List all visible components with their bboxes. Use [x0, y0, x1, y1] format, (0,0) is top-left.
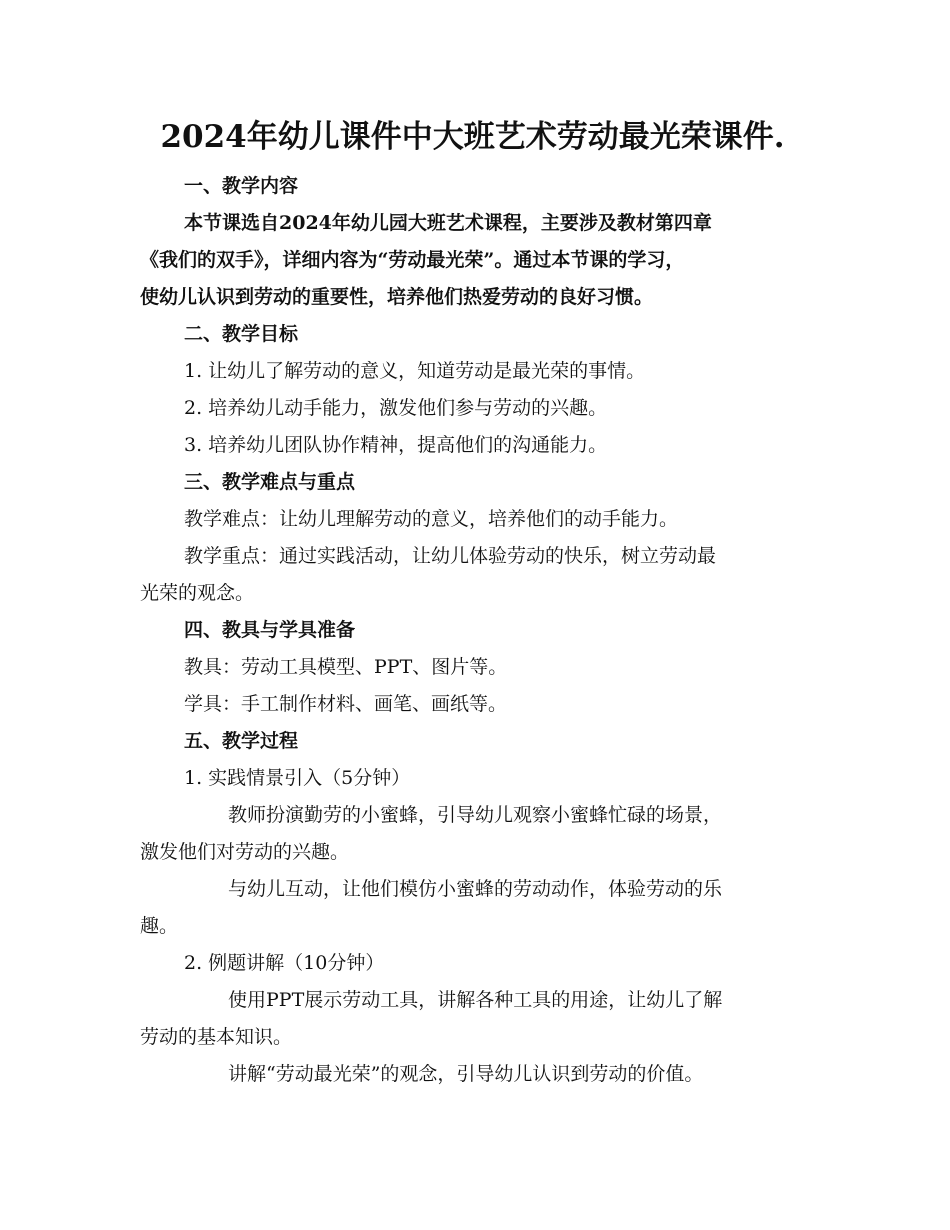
teacher-tools: 教具：劳动工具模型、PPT、图片等。: [184, 656, 508, 678]
intro-line-3: 使幼儿认识到劳动的重要性，培养他们热爱劳动的良好习惯。: [140, 286, 654, 308]
intro-line-1: 本节课选自2024年幼儿园大班艺术课程，主要涉及教材第四章: [184, 212, 712, 234]
teaching-focus-line-2: 光荣的观念。: [140, 582, 255, 604]
goal-item-1: 1. 让幼儿了解劳动的意义，知道劳动是最光荣的事情。: [184, 360, 646, 382]
intro-line-2: 《我们的双手》，详细内容为“劳动最光荣”。通过本节课的学习，: [140, 249, 685, 271]
step-1-title: 1. 实践情景引入（5分钟）: [184, 767, 411, 789]
step-1-paragraph-2-line-2: 趣。: [140, 915, 179, 937]
teaching-difficulty: 教学难点：让幼儿理解劳动的意义，培养他们的动手能力。: [184, 508, 679, 530]
step-1-paragraph-2-line-1: 与幼儿互动，让他们模仿小蜜蜂的劳动动作，体验劳动的乐: [228, 878, 723, 900]
teaching-focus-line-1: 教学重点：通过实践活动，让幼儿体验劳动的快乐，树立劳动最: [184, 545, 717, 567]
student-tools: 学具：手工制作材料、画笔、画纸等。: [184, 693, 508, 715]
step-2-title: 2. 例题讲解（10分钟）: [184, 952, 385, 974]
section-heading-teaching-content: 一、教学内容: [184, 175, 299, 197]
step-2-paragraph-1-line-2: 劳动的基本知识。: [140, 1026, 293, 1048]
step-1-paragraph-1-line-2: 激发他们对劳动的兴趣。: [140, 841, 350, 863]
section-heading-teaching-goals: 二、教学目标: [184, 323, 299, 345]
goal-item-2: 2. 培养幼儿动手能力，激发他们参与劳动的兴趣。: [184, 397, 608, 419]
document-title: 2024年幼儿课件中大班艺术劳动最光荣课件.: [160, 119, 785, 155]
step-1-paragraph-1-line-1: 教师扮演勤劳的小蜜蜂，引导幼儿观察小蜜蜂忙碌的场景，: [228, 804, 723, 826]
document-page: [140, 112, 805, 1093]
step-2-paragraph-1-line-1: 使用PPT展示劳动工具，讲解各种工具的用途，让幼儿了解: [228, 989, 723, 1011]
goal-item-3: 3. 培养幼儿团队协作精神，提高他们的沟通能力。: [184, 434, 608, 456]
step-2-paragraph-2-line-1: 讲解“劳动最光荣”的观念，引导幼儿认识到劳动的价值。: [228, 1063, 704, 1085]
section-heading-difficulty-focus: 三、教学难点与重点: [184, 471, 356, 493]
section-heading-teaching-process: 五、教学过程: [184, 730, 299, 752]
section-heading-tools-prep: 四、教具与学具准备: [184, 619, 356, 641]
